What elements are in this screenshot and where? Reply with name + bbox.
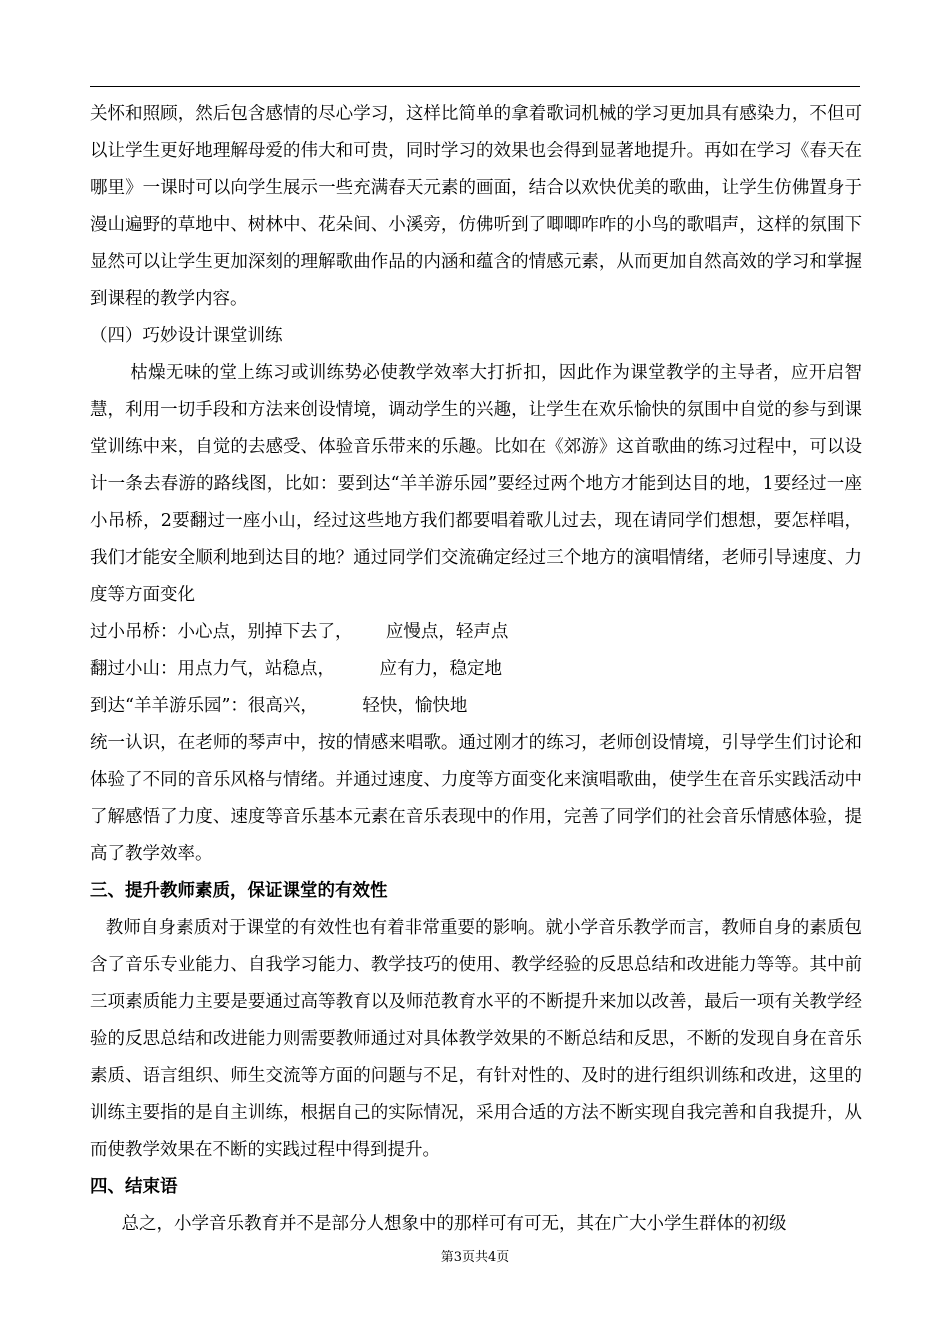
paragraph-mother-love-example: 关怀和照顾，然后包含感情的尽心学习，这样比简单的拿着歌词机械的学习更加具有感染力，不但可以让学生更好地理解母爱的伟大和可贵，同时学习的效果也会得到显著地提升。再如在学习《春天在哪里》一课时可以向学生展示一些充满春天元素的画面，结合以欢快优美的歌曲，让学生仿佛置身于漫山遍野的草地中、树林中、花朵间、小溪旁，仿佛听到了唧唧咋咋的小鸟的歌唱声，这样的氛围下显然可以让学生更加深刻的理解歌曲作品的内涵和蕴含的情感元素，从而更加自然高效的学习和掌握到课程的教学内容。 [90, 104, 862, 309]
header-rule [90, 86, 860, 87]
paragraph-training-result: 统一认识，在老师的琴声中，按的情感来唱歌。通过刚才的练习，老师创设情境，引导学生们讨论和体验了不同的音乐风格与情绪。并通过速度、力度等方面变化来演唱歌曲，使学生在音乐实践活动中了解感悟了力度、速度等音乐基本元素在音乐表现中的作用，完善了同学们的社会音乐情感体验，提高了教学效率。 [90, 733, 862, 864]
page-number: 第3页共4页 [440, 1250, 510, 1265]
route-line-hill: 翻过小山：用点力气，站稳点， 应有力，稳定地 [90, 659, 503, 679]
paragraph-conclusion: 总之，小学音乐教育并不是部分人想象中的那样可有可无，其在广大小学生群体的初级 [121, 1214, 787, 1234]
subheading-design-training: （四）巧妙设计课堂训练 [90, 326, 283, 346]
route-line-bridge: 过小吊桥：小心点，别掉下去了， 应慢点，轻声点 [90, 622, 509, 642]
paragraph-classroom-training: 枯燥无味的堂上练习或训练势必使教学效率大打折扣，因此作为课堂教学的主导者，应开启智慧，利用一切手段和方法来创设情境，调动学生的兴趣，让学生在欢乐愉快的氛围中自觉的参与到课堂训练中来，自觉的去感受、体验音乐带来的乐趣。比如在《郊游》这首歌曲的练习过程中，可以设计一条去春游的路线图，比如：要到达“羊羊游乐园”要经过两个地方才能到达目的地，1要经过一座小吊桥，2要翻过一座小山，经过这些地方我们都要唱着歌儿过去，现在请同学们想想，要怎样唱，我们才能安全顺利地到达目的地？通过同学们交流确定经过三个地方的演唱情绪，老师引导速度、力度等方面变化 [90, 363, 862, 605]
paragraph-teacher-quality: 教师自身素质对于课堂的有效性也有着非常重要的影响。就小学音乐教学而言，教师自身的素质包含了音乐专业能力、自我学习能力、教学技巧的使用、教学经验的反思总结和改进能力等等。其中前三项素质能力主要是要通过高等教育以及师范教育水平的不断提升来加以改善，最后一项有关教学经验的反思总结和改进能力则需要教师通过对具体教学效果的不断总结和反思，不断的发现自身在音乐素质、语言组织、师生交流等方面的问题与不足，有针对性的、及时的进行组织训练和改进，这里的训练主要指的是自主训练，根据自己的实际情况，采用合适的方法不断实现自我完善和自我提升，从而使教学效果在不断的实践过程中得到提升。 [90, 918, 862, 1160]
section-heading-conclusion: 四、结束语 [90, 1177, 178, 1197]
route-line-park: 到达“羊羊游乐园”：很高兴， 轻快，愉快地 [90, 696, 468, 716]
document-body [90, 96, 862, 1243]
section-heading-teacher-quality: 三、提升教师素质，保证课堂的有效性 [90, 881, 388, 901]
